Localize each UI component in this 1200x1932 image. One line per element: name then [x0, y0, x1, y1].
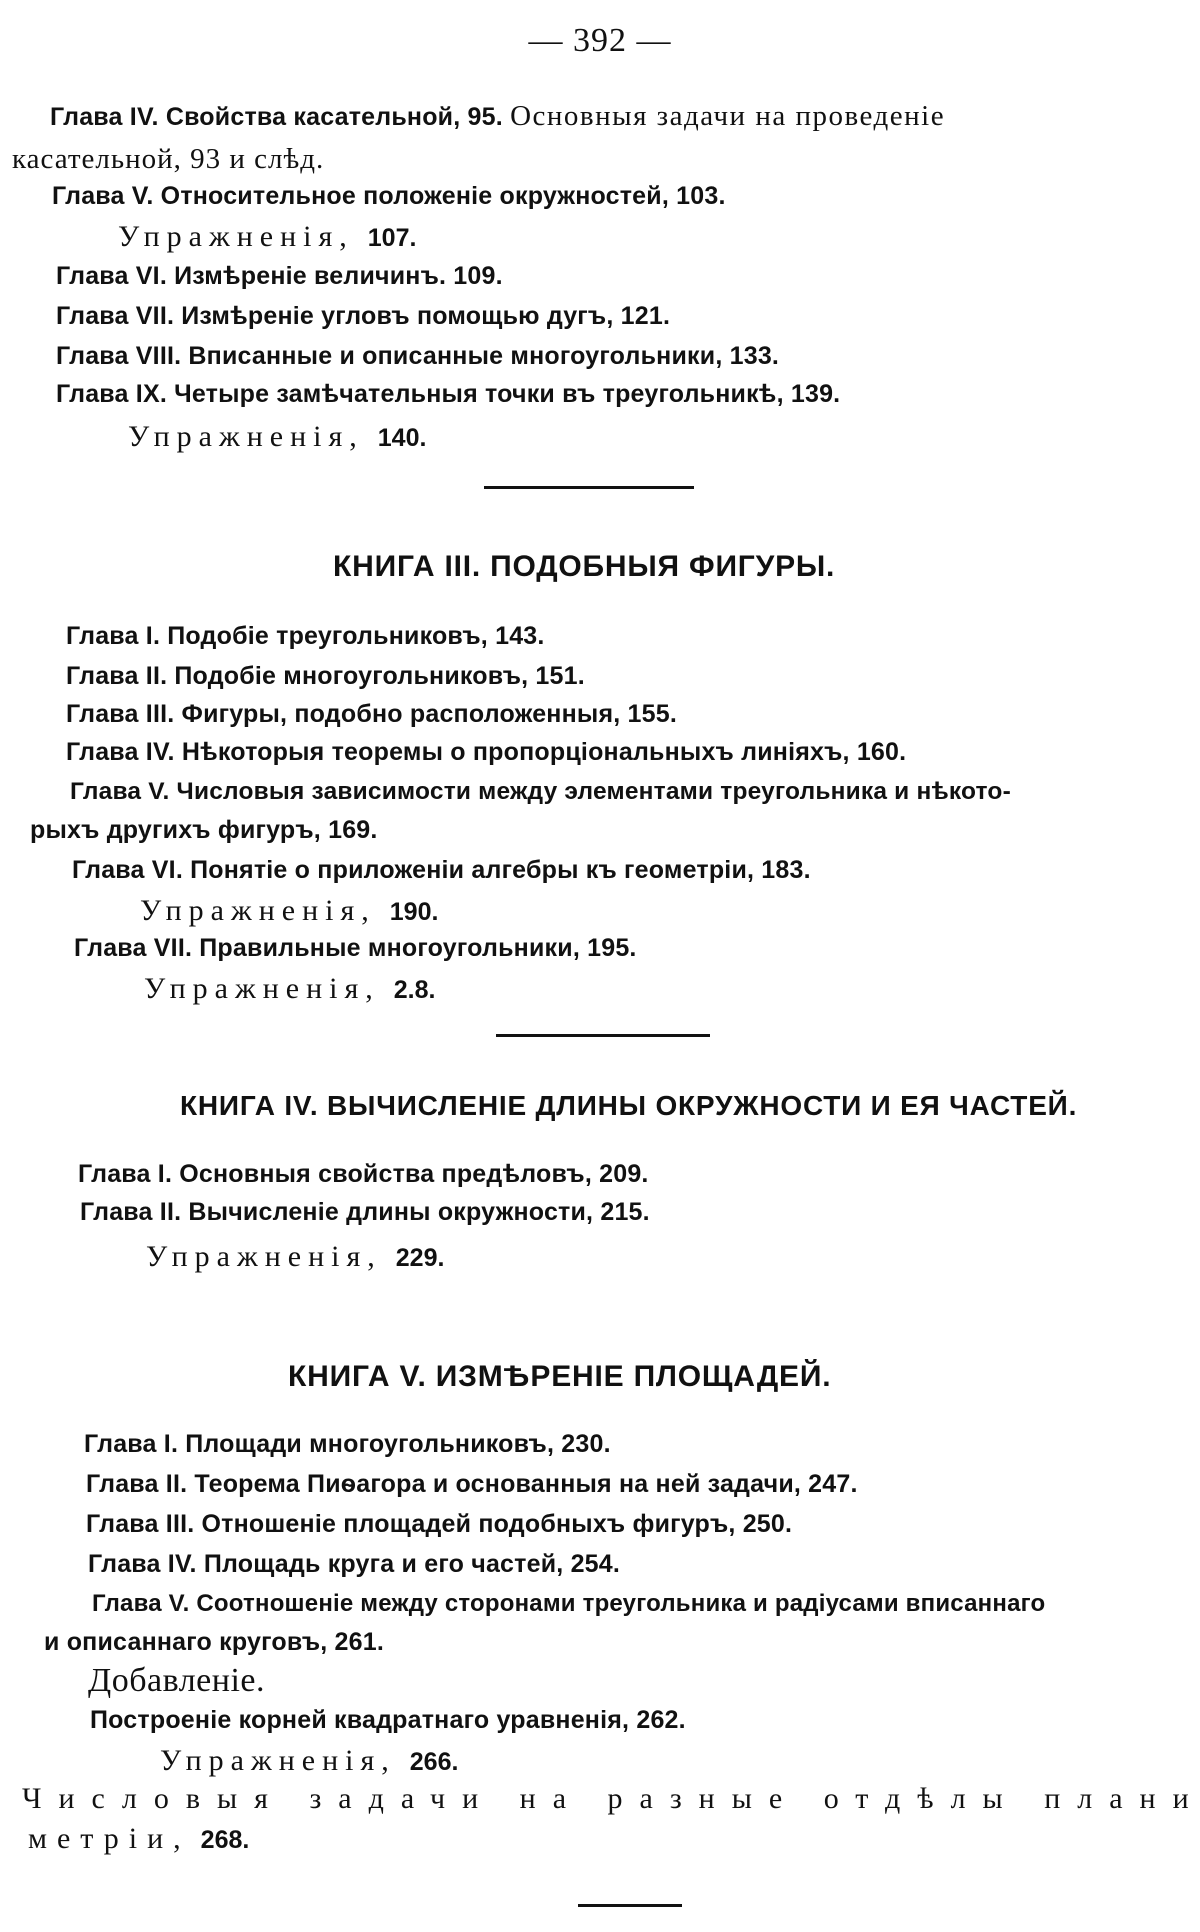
- toc-entry-b5-ch1: Глава I. Площади многоугольниковъ, 230.: [84, 1430, 611, 1459]
- toc-entry-b3-ch3: Глава III. Фигуры, подобно расположенныя, 155.: [66, 700, 677, 729]
- section-divider: [578, 1904, 682, 1907]
- toc-entry-b5-ch2: Глава II. Теорема Пиѳагора и основанныя на ней задачи, 247.: [86, 1470, 858, 1499]
- exercises-label: Упражненія,: [146, 1240, 382, 1273]
- exercises-page: 140.: [378, 424, 427, 452]
- toc-entry-b3-ch5-cont: рыхъ другихъ фигуръ, 169.: [30, 816, 378, 845]
- exercises-label: Упражненія,: [144, 972, 380, 1005]
- toc-entry-b3-ch2: Глава II. Подобіе многоугольниковъ, 151.: [66, 662, 585, 691]
- toc-entry-b2-ch4-rest: Основныя задачи на проведеніе: [510, 100, 945, 132]
- toc-entry-b4-ch1: Глава I. Основныя свойства предѣловъ, 209.: [78, 1160, 649, 1189]
- toc-entry-b5-ch5-cont: и описаннаго круговъ, 261.: [44, 1628, 384, 1657]
- toc-entry-b2-ch5: Глава V. Относительное положеніе окружностей, 103.: [52, 182, 726, 211]
- toc-entry-b5-ch3: Глава III. Отношеніе площадей подобныхъ фигуръ, 250.: [86, 1510, 792, 1539]
- exercises-page: 2.8.: [394, 976, 436, 1004]
- exercises-entry-b5: [160, 1744, 458, 1778]
- toc-entry-b2-ch8: Глава VIII. Вписанные и описанные многоугольники, 133.: [56, 342, 779, 371]
- toc-entry-b3-ch1: Глава I. Подобіе треугольниковъ, 143.: [66, 622, 545, 651]
- book-4-title: КНИГА IV. ВЫЧИСЛЕНІЕ ДЛИНЫ ОКРУЖНОСТИ И ЕЯ ЧАСТЕЙ.: [180, 1090, 1077, 1122]
- toc-entry-b3-ch6: Глава VI. Понятіе о приложеніи алгебры къ геометріи, 183.: [72, 856, 811, 885]
- exercises-page: 229.: [396, 1244, 445, 1272]
- toc-entry-b2-ch9: Глава IX. Четыре замѣчательныя точки въ треугольникѣ, 139.: [56, 380, 840, 409]
- book-5-title: КНИГА V. ИЗМѢРЕНІЕ ПЛОЩАДЕЙ.: [288, 1360, 831, 1394]
- document-page: [0, 0, 1200, 1932]
- toc-entry-b2-ch6: Глава VI. Измѣреніе величинъ. 109.: [56, 262, 503, 291]
- toc-entry-b5-ch4: Глава IV. Площадь круга и его частей, 254.: [88, 1550, 620, 1579]
- toc-entry-b2-ch4-cont: касательной, 93 и слѣд.: [12, 143, 324, 176]
- toc-entry-b5-final: Числовыя задачи на разные отдѣлы плани-: [22, 1782, 1200, 1816]
- exercises-page: 107.: [368, 224, 417, 252]
- exercises-entry-b2-2: [128, 420, 426, 454]
- toc-entry-b3-ch4: Глава IV. Нѣкоторыя теоремы о пропорціональныхъ линіяхъ, 160.: [66, 738, 906, 767]
- exercises-entry-b4: [146, 1240, 444, 1274]
- toc-entry-b5-final-cont: [28, 1822, 249, 1856]
- toc-entry-b2-ch4: [50, 100, 945, 133]
- book-3-title: КНИГА III. ПОДОБНЫЯ ФИГУРЫ.: [333, 550, 835, 584]
- page-number: — 392 —: [480, 22, 720, 60]
- exercises-label: Упражненія,: [118, 220, 354, 253]
- exercises-page: 266.: [410, 1748, 459, 1776]
- exercises-entry-b3-1: [140, 894, 438, 928]
- addition-title: Добавленіе.: [88, 1662, 265, 1700]
- toc-entry-b3-ch5: Глава V. Числовыя зависимости между элементами треугольника и нѣкото-: [70, 778, 1011, 806]
- section-divider: [484, 486, 694, 489]
- final-label: метріи,: [28, 1822, 191, 1855]
- toc-entry-b2-ch4-bold: Глава IV. Свойства касательной, 95.: [50, 103, 503, 131]
- section-divider: [496, 1034, 710, 1037]
- toc-entry-b5-ch5: Глава V. Соотношеніе между сторонами треугольника и радіусами вписаннаго: [92, 1590, 1045, 1618]
- exercises-page: 190.: [390, 898, 439, 926]
- toc-entry-b4-ch2: Глава II. Вычисленіе длины окружности, 215.: [80, 1198, 650, 1227]
- exercises-label: Упражненія,: [140, 894, 376, 927]
- final-page: 268.: [201, 1826, 250, 1854]
- toc-entry-b5-addition: Построеніе корней квадратнаго уравненія, 262.: [90, 1706, 686, 1735]
- toc-entry-b3-ch7: Глава VII. Правильные многоугольники, 195.: [74, 934, 637, 963]
- exercises-label: Упражненія,: [128, 420, 364, 453]
- exercises-entry-b3-2: [144, 972, 435, 1006]
- toc-entry-b2-ch7: Глава VII. Измѣреніе угловъ помощью дугъ, 121.: [56, 302, 670, 331]
- exercises-label: Упражненія,: [160, 1744, 396, 1777]
- exercises-entry-b2-1: [118, 220, 416, 254]
